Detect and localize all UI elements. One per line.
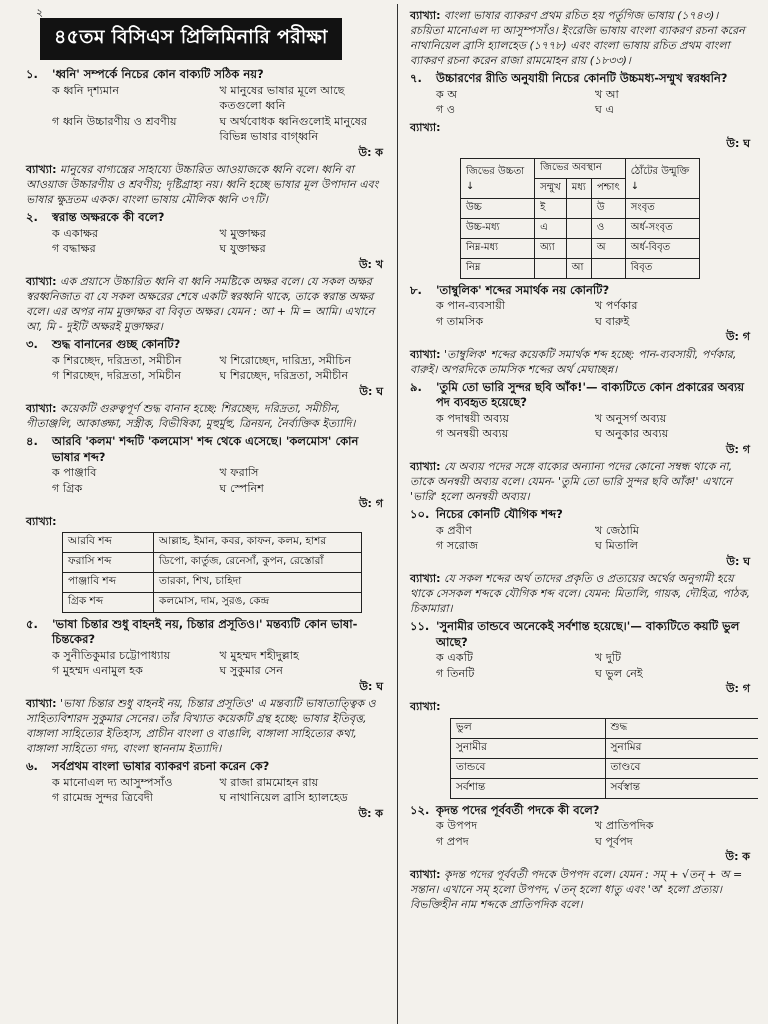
table-cell: [535, 258, 567, 278]
question-item: [410, 283, 754, 377]
loan-words-table: [62, 532, 362, 613]
option-item: ঘ যুক্তাক্ষর: [219, 242, 266, 255]
question-text: 'ভাষা চিন্তার শুধু বাহনই নয়, চিন্তার প্রসূতিও।' মন্তব্যটি কোন ভাষা-চিন্তকের?: [52, 616, 358, 646]
table-cell: পাঞ্জাবি শব্দ: [63, 572, 154, 592]
answer-label: উ: খ: [358, 257, 383, 271]
question-number: ৬.: [26, 759, 38, 773]
options-list: [26, 648, 387, 679]
table-cell: অ্যা: [535, 238, 567, 258]
options-list: [410, 523, 754, 554]
table-cell: ডিপো, কার্তুজ, রেনেসাঁ, কুপন, রেস্তোরাঁ: [154, 552, 362, 572]
option-item: ঘ পূর্বপদ: [595, 834, 633, 848]
answer-label: উ: ক: [725, 850, 750, 863]
options-row: [436, 411, 754, 427]
table-cell: এ: [535, 218, 567, 238]
question-line: [410, 619, 754, 650]
options-list: [410, 298, 754, 329]
options-row: [52, 663, 387, 679]
table-cell: [591, 258, 625, 278]
table-cell: তারকা, শিখ, চাহিদা: [154, 572, 362, 592]
table-cell: নিম্ন-মধ্য: [461, 238, 535, 258]
table-cell: তান্ডবে: [451, 758, 606, 778]
explanation: [26, 162, 387, 207]
question-item: [26, 67, 387, 207]
table-cell: আ: [566, 258, 591, 278]
table-header-row: [451, 718, 759, 738]
question-item: [410, 619, 754, 697]
options-row: [52, 241, 387, 257]
question-item: [410, 380, 754, 505]
option-item: ঘ অর্থবোধক ধ্বনিগুলোই মানুষের বিভিন্ন ভাষার বাগ্ধ্বনি: [219, 114, 368, 143]
options-row: [436, 538, 754, 554]
options-list: [26, 83, 387, 145]
question-text: সর্বপ্রথম বাংলা ভাষার ব্যাকরণ রচনা করেন কে?: [52, 759, 270, 773]
table-cell: অর্ধ-বিবৃত: [625, 238, 699, 258]
options-row: [52, 775, 387, 791]
table-row: [63, 592, 362, 612]
question-item: [26, 759, 387, 821]
question-text: কৃদন্ত পদের পূর্ববর্তী পদকে কী বলে?: [436, 802, 600, 817]
options-row: [436, 298, 754, 314]
right-column: [398, 4, 758, 1024]
answer-label: উ: গ: [725, 682, 750, 695]
option-item: গ ধ্বনি উচ্চারণীয় ও শ্রবণীয়: [52, 114, 177, 128]
error-correction-table: [450, 718, 758, 799]
option-item: ঘ স্পেনিশ: [219, 481, 264, 495]
option-item: ক সুনীতিকুমার চট্টোপাধ্যায়: [52, 648, 171, 662]
question-item: [26, 434, 387, 512]
question-text: শুদ্ধ বানানের গুচ্ছ কোনটি?: [52, 337, 181, 351]
table-cell: কলমোস, দাম, সুরঙ, কেন্দ্র: [154, 592, 362, 612]
options-list: [410, 87, 754, 118]
question-line: [26, 210, 387, 226]
header-col: সম্মুখ: [535, 178, 567, 198]
option-item: খ দুটি: [595, 651, 622, 664]
option-item: ঘ নাথানিয়েল ব্রাসি হ্যালহেড: [219, 791, 348, 804]
explanation-text: 'তাম্বুলিক' শব্দের কয়েকটি সমার্থক শব্দ হচ্ছে: পান-ব্যবসায়ী, পর্ণকার, বারুই। অপরদিকে তামসিক শব্দের অর্থ মেঘাচ্ছন্ন।: [410, 347, 737, 376]
table-cell: সুনামীর: [451, 738, 606, 758]
option-item: ঘ ভুল নেই: [595, 666, 643, 680]
header-height: জিভের উচ্চতা ↓: [461, 158, 535, 198]
q7-explanation: ব্যাখ্যা:: [410, 120, 441, 134]
question-number: ৯.: [410, 379, 422, 394]
question-line: [26, 337, 387, 353]
question-number: ৫.: [26, 616, 38, 631]
explanation: [26, 696, 387, 756]
answer-label: উ: ঘ: [359, 384, 383, 398]
option-item: খ শিরোচ্ছেদ, দারিদ্র্য, সমীচিন: [219, 353, 352, 367]
options-row: [436, 818, 754, 834]
option-item: ঘ মিতালি: [595, 539, 639, 552]
answer-label: উ: ঘ: [726, 554, 750, 568]
options-row: [436, 834, 754, 850]
question-item: [26, 337, 387, 431]
table-row: [451, 758, 759, 778]
question-text: স্বরান্ত অক্ষরকে কী বলে?: [52, 210, 165, 224]
table-cell: ও: [591, 218, 625, 238]
options-list: [410, 411, 754, 442]
table-cell: সর্বশান্ত: [451, 778, 606, 798]
question-line: [410, 71, 754, 87]
options-row: [52, 648, 387, 664]
header-col: পশ্চাৎ: [591, 178, 625, 198]
table-row: [461, 258, 700, 278]
table-cell: উচ্চ-মধ্য: [461, 218, 535, 238]
table-cell: [566, 218, 591, 238]
question-number: ১১.: [410, 619, 430, 633]
options-row: [52, 353, 387, 369]
left-column: [18, 4, 398, 1024]
page-number: ২: [36, 6, 44, 19]
question-number: ১২.: [410, 802, 430, 817]
option-item: গ সরোজ: [436, 539, 479, 552]
option-item: খ পর্ণকার: [595, 299, 638, 312]
explanation: [410, 571, 754, 616]
option-item: খ প্রাতিপদিক: [595, 819, 654, 832]
answer-label: উ: ঘ: [359, 679, 383, 693]
header-col: মধ্য: [566, 178, 591, 198]
option-item: গ গ্রিক: [52, 481, 83, 495]
explanation-text: কয়েকটি গুরুত্বপূর্ণ শুদ্ধ বানান হচ্ছে: শিরচ্ছেদ, দরিদ্রতা, সমীচীন, গীতাঞ্জলি, আকাঙ্ক্ষা, সস্ত্রীক, বিভীষিকা, মুহুর্মুহু, ত্রিনয়ন, নৈর্ব্যক্তিক ইত্যাদি।: [26, 402, 356, 430]
question-line: [410, 283, 754, 299]
explanation-text: যে অব্যয় পদের সঙ্গে বাক্যের অন্যান্য পদের কোনো সম্বন্ধ থাকে না, তাকে অনন্বয়ী অব্যয় বলে। যেমন- 'তুমি তো ভারি সুন্দর ছবি আঁক!' এখানে 'ভারি' হলো অনন্বয়ী অব্যয়।: [410, 460, 733, 503]
table-cell: তাণ্ডবে: [605, 758, 758, 778]
question-line: [26, 759, 387, 775]
table-cell: অর্ধ-সংবৃত: [625, 218, 699, 238]
table-row: [63, 532, 362, 552]
table-cell: উচ্চ: [461, 198, 535, 218]
option-item: গ শিরচ্ছেদ, দরিদ্রতা, সমিচীন: [52, 369, 182, 382]
explanation-text: এক প্রয়াসে উচ্চারিত ধ্বনি বা ধ্বনি সমষ্টিকে অক্ষর বলে। যে সকল অক্ষর স্বরধ্বনিজাত বা যে সকল অক্ষরের শেষে একটি স্বরধ্বনি থাকে, তাকে স্বরান্ত অক্ষর বলে। এর অপর নাম মুক্তাক্ষর বা বিবৃত অক্ষর। যেমন : আ + মি = আমি। এখানে আ, মি - দুইটি অক্ষরই মুক্তাক্ষর।: [26, 275, 375, 333]
options-row: [436, 314, 754, 330]
option-item: খ মুক্তাক্ষর: [219, 226, 266, 240]
explanation-label: ব্যাখ্যা:: [410, 347, 441, 361]
table-cell: গ্রিক শব্দ: [63, 592, 154, 612]
question-text: আরবি 'কলম' শব্দটি 'কলমোস' শব্দ থেকে এসেছে। 'কলমোস' কোন ভাষার শব্দ?: [52, 434, 359, 464]
option-item: ঘ অনুকার অব্যয়: [595, 427, 669, 440]
table-header-row: [461, 158, 700, 178]
question-text: উচ্চারণের রীতি অনুযায়ী নিচের কোনটি উচ্চমধ্য-সম্মুখ স্বরধ্বনি?: [436, 71, 728, 85]
option-item: ক পদান্বয়ী অব্যয়: [436, 411, 510, 425]
table-cell: ফরাসি শব্দ: [63, 552, 154, 572]
q6-explanation: ব্যাখ্যা: বাংলা ভাষার ব্যাকরণ প্রথম রচিত হয় পর্তুগিজ ভাষায় (১৭৪৩)। রচয়িতা মানোএল দ্য আসুম্পসাঁও। ইংরেজি ভাষায় বাংলা ব্যাকরণ রচনা করেন নাথানিয়েল ব্রাসি হ্যালহেড (১৭৭৮) এবং বাংলা ভাষায় রচিত প্রথম বাংলা ব্যাকরণ রচনা করেন রাজা রামমোহন রায় (১৮৩৩)।: [410, 9, 745, 67]
answer-label: উ: গ: [725, 330, 750, 343]
explanation-text: মানুষের বাগ্যন্ত্রের সাহায্যে উচ্চারিত আওয়াজকে ধ্বনি বলে। ধ্বনি বা আওয়াজ উচ্চারণীয় ও শ্রবণীয়; দৃষ্টিগ্রাহ্য নয়। ধ্বনি হচ্ছে ভাষার মূল উপাদান এবং ভাষার ক্ষুদ্রতম একক। বাংলা ভাষায় মৌলিক ধ্বনি ৩৭টি।: [26, 163, 379, 206]
q11-explanation: ব্যাখ্যা:: [410, 699, 441, 713]
question-text: 'সুনামীর তান্ডবে অনেকেই সর্বশান্ত হয়েছে।'— বাক্যটিতে কয়টি ভুল আছে?: [436, 619, 740, 649]
table-row: [451, 738, 759, 758]
table-cell: [566, 198, 591, 218]
explanation: [26, 274, 387, 334]
options-row: [52, 465, 387, 481]
option-item: গ ও: [436, 103, 456, 116]
question-text: 'তাম্বুলিক' শব্দের সমার্থক নয় কোনটি?: [436, 282, 610, 297]
question-number: ৭.: [410, 71, 422, 85]
options-row: [436, 426, 754, 442]
explanation-text: 'ভাষা চিন্তার শুধু বাহনই নয়, চিন্তার প্রসূতিও' এ মন্তব্যটি ভাষাতাত্ত্বিক ও সাহিত্যবিশারদ সুকুমার সেনের। তাঁর বিখ্যাত কয়েকটি গ্রন্থ হচ্ছে: ভাষার ইতিবৃত্ত, বাঙ্গালা সাহিত্যের ইতিহাস, প্রাচীন বাংলা ও বাঙালি, বাঙ্গালা সাহিত্যের কথা, বাঙ্গালা সাহিত্যে গদ্য, বাংলা স্থাননাম ইত্যাদি।: [26, 697, 376, 755]
question-number: ২.: [26, 210, 38, 224]
answer-label: উ: গ: [358, 497, 383, 510]
question-number: ৩.: [26, 337, 38, 351]
question-line: [410, 507, 754, 523]
explanation: [410, 867, 754, 912]
options-list: [26, 465, 387, 496]
table-cell: সংবৃত: [625, 198, 699, 218]
table-cell: বিবৃত: [625, 258, 699, 278]
question-line: [410, 380, 754, 411]
table-cell: উ: [591, 198, 625, 218]
question-number: ১০.: [410, 507, 430, 521]
header-cell: ভুল: [451, 718, 606, 738]
question-line: [26, 67, 387, 83]
option-item: খ মানুষের ভাষার মূলে আছে কতগুলো ধ্বনি: [219, 83, 345, 112]
options-list: [26, 353, 387, 384]
option-item: ঘ এ: [595, 103, 614, 116]
option-item: ক উপপদ: [436, 819, 478, 832]
option-item: খ আ: [595, 87, 619, 101]
table-row: [63, 572, 362, 592]
option-item: ক শিরচ্ছেদ, দরিদ্রতা, সমীচীন: [52, 353, 182, 367]
option-item: ক পান-ব্যবসায়ী: [436, 299, 506, 312]
question-number: ১.: [26, 67, 38, 81]
table-cell: নিম্ন: [461, 258, 535, 278]
table-cell: [566, 238, 591, 258]
option-item: খ ফরাসি: [219, 466, 259, 479]
option-item: গ তামসিক: [436, 314, 484, 328]
exam-title-banner: ৪৫তম বিসিএস প্রিলিমিনারি পরীক্ষা: [40, 18, 342, 60]
q4-explanation: ব্যাখ্যা:: [26, 514, 57, 528]
table-cell: সুনামির: [605, 738, 758, 758]
table-cell: সর্বস্বান্ত: [605, 778, 758, 798]
options-list: [410, 818, 754, 849]
explanation-label: ব্যাখ্যা:: [410, 867, 441, 881]
option-item: খ মুহম্মদ শহীদুল্লাহ: [219, 648, 299, 662]
options-row: [52, 481, 387, 497]
explanation-label: ব্যাখ্যা:: [410, 460, 441, 473]
option-item: গ বদ্ধাক্ষর: [52, 242, 96, 255]
question-text: নিচের কোনটি যৌগিক শব্দ?: [436, 507, 563, 521]
vowel-table: [460, 158, 700, 279]
options-list: [26, 775, 387, 806]
header-lips: ঠোঁটের উন্মুক্তি ↓: [625, 158, 699, 198]
option-item: গ তিনটি: [436, 666, 475, 680]
question-number: ৮.: [410, 282, 422, 297]
options-row: [436, 666, 754, 682]
answer-label: উ: গ: [725, 442, 750, 456]
options-list: [410, 650, 754, 681]
option-item: গ প্রপদ: [436, 834, 469, 848]
options-list: [26, 226, 387, 257]
question-item: [410, 507, 754, 616]
header-position: জিভের অবস্থান: [535, 158, 626, 178]
options-row: [52, 368, 387, 384]
options-row: [436, 650, 754, 666]
explanation: [410, 459, 754, 504]
option-item: খ জেঠামি: [595, 523, 640, 537]
explanation-label: ব্যাখ্যা:: [410, 572, 441, 585]
question-item: [26, 210, 387, 334]
table-cell: অ: [591, 238, 625, 258]
question-line: [410, 803, 754, 819]
options-row: [52, 114, 387, 145]
header-cell: শুদ্ধ: [605, 718, 758, 738]
option-item: ক মানোএল দ্য আসুম্পসাঁও: [52, 775, 173, 789]
option-item: ঘ শিরচ্ছেদ, দরিদ্রতা, সমীচীন: [219, 369, 349, 382]
option-item: গ অনন্বয়ী অব্যয়: [436, 427, 509, 440]
question-item: [410, 71, 754, 118]
table-row: [461, 218, 700, 238]
explanation-text: কৃদন্ত পদের পূর্ববর্তী পদকে উপপদ বলে। যেমন : সম্ + √তন্ + অ = সন্তান। এখানে সম্ হলো উপপদ, √তন্ হলো ধাতু এবং 'অ' হলো প্রত্যয়। বিভক্তিহীন নাম শব্দকে প্রাতিপদিক বলে।: [410, 867, 743, 911]
answer-label: উ: ক: [358, 145, 383, 159]
options-row: [52, 790, 387, 806]
question-number: ৪.: [26, 434, 38, 448]
option-item: ক একাক্ষর: [52, 226, 99, 240]
explanation-label: ব্যাখ্যা:: [26, 163, 57, 176]
option-item: ঘ সুকুমার সেন: [219, 664, 283, 677]
option-item: ক প্রবীণ: [436, 523, 472, 537]
options-row: [436, 102, 754, 118]
options-row: [52, 226, 387, 242]
table-row: [461, 238, 700, 258]
option-item: গ রামেন্দ্র সুন্দর ত্রিবেদী: [52, 791, 153, 804]
option-item: গ মুহম্মদ এনামুল হক: [52, 664, 143, 677]
option-item: ঘ বারুই: [595, 314, 630, 328]
explanation: [26, 401, 387, 431]
q7-answer: উ: ঘ: [726, 136, 750, 150]
explanation-text: যে সকল শব্দের অর্থ তাদের প্রকৃতি ও প্রত্যয়ের অর্থের অনুগামী হয়ে থাকে সেসকল শব্দকে যৌগিক শব্দ বলে। যেমন: মিতালি, গায়ক, দৌহিত্র, পাঠক, চিকামারা।: [410, 572, 750, 615]
explanation-label: ব্যাখ্যা:: [26, 275, 57, 288]
question-line: [26, 617, 387, 648]
options-row: [436, 523, 754, 539]
option-item: খ রাজা রামমোহন রায়: [219, 775, 319, 789]
explanation-label: ব্যাখ্যা:: [26, 402, 57, 415]
options-row: [52, 83, 387, 114]
table-row: [63, 552, 362, 572]
option-item: ক অ: [436, 87, 458, 101]
question-item: [26, 617, 387, 757]
table-row: [461, 198, 700, 218]
question-text: 'তুমি তো ভারি সুন্দর ছবি আঁক!'— বাক্যটিতে কোন প্রকারের অব্যয় পদ ব্যবহৃত হয়েছে?: [436, 379, 745, 409]
question-line: [26, 434, 387, 465]
answer-label: উ: ক: [358, 806, 383, 820]
options-row: [436, 87, 754, 103]
table-cell: আল্লাহ, ইমান, কবর, কাফন, কলম, হাশর: [154, 532, 362, 552]
table-cell: আরবি শব্দ: [63, 532, 154, 552]
explanation: [410, 347, 754, 377]
table-cell: ই: [535, 198, 567, 218]
option-item: খ অনুসর্গ অব্যয়: [595, 411, 667, 425]
table-row: [451, 778, 759, 798]
option-item: ক একটি: [436, 651, 474, 664]
option-item: ক পাঞ্জাবি: [52, 466, 97, 479]
question-text: 'ধ্বনি' সম্পর্কে নিচের কোন বাক্যটি সঠিক নয়?: [52, 67, 264, 81]
question-item: [410, 803, 754, 912]
explanation-label: ব্যাখ্যা:: [26, 697, 57, 710]
option-item: ক ধ্বনি দৃশ্যমান: [52, 83, 119, 97]
